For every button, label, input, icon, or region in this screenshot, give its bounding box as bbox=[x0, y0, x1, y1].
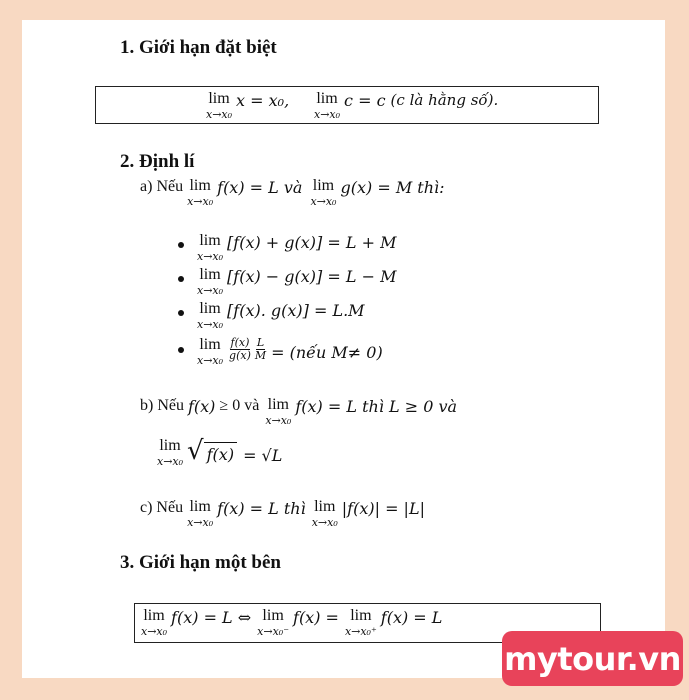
rule-product bbox=[197, 301, 365, 330]
special-limit-2 bbox=[314, 91, 498, 120]
expression: [f(x) − g(x)] = L − M bbox=[227, 267, 397, 286]
lim-operator: lim x→x₀ bbox=[197, 300, 224, 331]
lim-operator: lim x→x₀ bbox=[311, 498, 338, 529]
section-3-title: 3. Giới hạn một bên bbox=[120, 552, 281, 573]
expression: f(x) bbox=[187, 397, 216, 416]
sqrt-expression: √ f(x) bbox=[187, 438, 237, 464]
expression: f(x) = L bbox=[380, 608, 443, 627]
expression: = √L bbox=[243, 446, 283, 465]
rule-difference bbox=[197, 267, 396, 296]
expression: |f(x)| = |L| bbox=[341, 499, 425, 518]
section-1-title: 1. Giới hạn đặt biệt bbox=[120, 37, 277, 58]
expression: [f(x). g(x)] = L.M bbox=[227, 301, 365, 320]
lim-operator: lim x→x₀ bbox=[157, 437, 184, 468]
lim-operator: lim x→x₀ bbox=[314, 90, 341, 121]
lim-operator: lim x→x₀ bbox=[197, 232, 224, 263]
expression: g(x) = M thì: bbox=[340, 178, 445, 197]
item-label: a) bbox=[140, 178, 153, 195]
constant-note: (c là hằng số). bbox=[390, 91, 499, 109]
text: ≥ 0 và bbox=[219, 397, 260, 414]
bullet bbox=[178, 347, 184, 353]
lim-operator: lim x→x₀ bbox=[197, 266, 224, 297]
right-lim-operator: lim x→x₀⁺ bbox=[344, 607, 377, 638]
bullet bbox=[178, 310, 184, 316]
fraction: $\frac{f(x)}{g(x)}$ bbox=[229, 336, 251, 363]
text: c) Nếu bbox=[140, 499, 184, 516]
text: b) Nếu bbox=[140, 397, 184, 414]
expression: x = x₀, bbox=[236, 91, 290, 110]
theorem-b-line-1 bbox=[140, 397, 457, 426]
mytour-logo[interactable]: mytour.vn bbox=[502, 631, 683, 686]
left-lim-operator: lim x→x₀⁻ bbox=[257, 607, 290, 638]
lim-operator: lim x→x₀ bbox=[141, 607, 168, 638]
expression: = (nếu M≠ 0) bbox=[271, 343, 383, 362]
lim-operator: lim x→x₀ bbox=[197, 336, 224, 367]
lim-operator: lim x→x₀ bbox=[187, 498, 214, 529]
special-limits-box bbox=[95, 86, 599, 124]
special-limit-1 bbox=[206, 91, 289, 120]
expression: f(x) = bbox=[293, 608, 339, 627]
expression: f(x) = L và bbox=[217, 178, 303, 197]
theorem-a-line bbox=[140, 178, 445, 207]
expression: [f(x) + g(x)] = L + M bbox=[227, 233, 397, 252]
fraction: $\frac{L}{M}$ bbox=[254, 336, 267, 363]
lim-operator: lim x→x₀ bbox=[187, 177, 214, 208]
lim-operator: lim x→x₀ bbox=[265, 396, 292, 427]
expression: f(x) = L thì bbox=[217, 499, 306, 518]
expression: f(x) = L thì L ≥ 0 và bbox=[295, 397, 458, 416]
one-sided-equivalence bbox=[141, 608, 442, 637]
rule-sum bbox=[197, 233, 396, 262]
bullet bbox=[178, 276, 184, 282]
expression: f(x) = L ⇔ bbox=[171, 608, 252, 627]
section-2-title: 2. Định lí bbox=[120, 151, 195, 172]
lim-operator: lim x→x₀ bbox=[310, 177, 337, 208]
bullet bbox=[178, 242, 184, 248]
theorem-b-line-2 bbox=[157, 438, 282, 467]
lim-operator: lim x→x₀ bbox=[206, 90, 233, 121]
theorem-c-line bbox=[140, 499, 425, 528]
rule-quotient bbox=[197, 337, 383, 366]
expression: c = c bbox=[344, 91, 386, 110]
document-page bbox=[22, 20, 665, 678]
text: Nếu bbox=[156, 178, 184, 195]
